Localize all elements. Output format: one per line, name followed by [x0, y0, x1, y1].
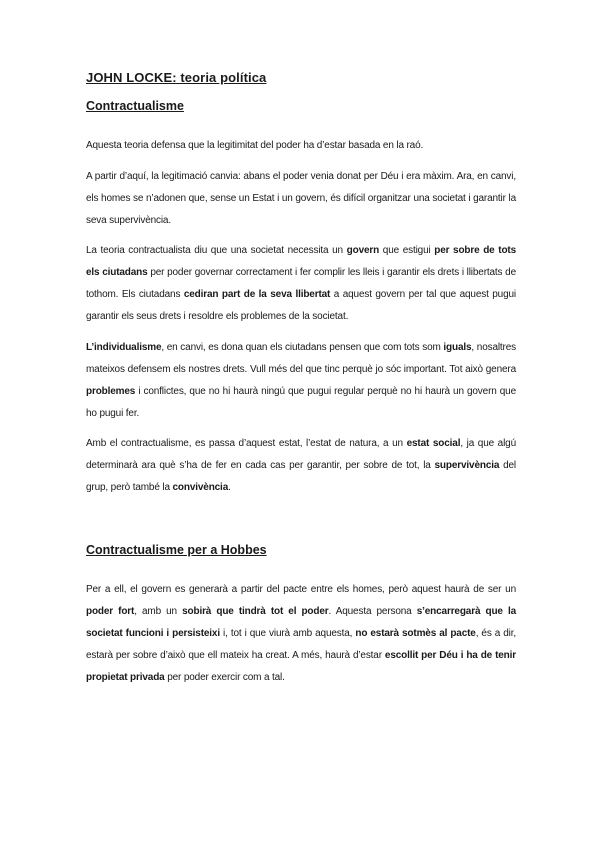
- bold-text: per sobre de tots els ciutadans: [86, 245, 516, 278]
- text-run: Amb el contractualisme, es passa d’aquest estat, l’estat de natura, a un: [86, 438, 407, 449]
- text-run: . Aquesta persona: [328, 606, 417, 617]
- text-run: , nosaltres mateixos defensem els nostres drets. Vull més del que tinc perquè jo sóc important. Tot això genera: [86, 341, 517, 375]
- text-run: i conflictes, que no hi haurà ningú que pugui regular perquè no hi haurà un govern que ho pugui fer.: [86, 385, 516, 419]
- bold-text: cediran part de la seva llibertat: [183, 289, 331, 300]
- text-run: Per a ell, el govern es generarà a partir del pacte entre els homes, però aquest haurà de ser un: [86, 584, 516, 595]
- bold-text: problemes: [86, 385, 136, 397]
- bold-text: iguals: [443, 341, 472, 353]
- paragraph: [86, 433, 516, 499]
- bold-text: s’encarregarà que la societat funcioni i persisteixi: [86, 606, 517, 639]
- text-run: a aquest govern per tal que aquest pugui garantir els seus drets i resoldre els problemes de la societat.: [86, 289, 516, 322]
- paragraph: [86, 166, 516, 232]
- paragraph: [86, 240, 516, 328]
- text-run: , ja que algú determinarà ara què s’ha de fer en cada cas per garantir, per sobre de tot, la: [86, 438, 516, 471]
- bold-text: no estarà sotmès al pacte: [355, 628, 476, 639]
- section-heading: Contractualisme: [86, 99, 184, 113]
- document-title: JOHN LOCKE: teoria política: [86, 70, 267, 85]
- text-run: Aquesta teoria defensa que la legitimitat del poder ha d’estar basada en la raó.: [86, 140, 424, 151]
- bold-text: sobirà que tindrà tot el poder: [182, 606, 329, 617]
- section-heading: Contractualisme per a Hobbes: [86, 543, 267, 557]
- bold-text: govern: [346, 245, 380, 256]
- bold-text: poder fort: [86, 606, 135, 617]
- text-run: .: [228, 482, 231, 493]
- paragraph: [86, 135, 516, 157]
- text-run: i, tot i que viurà amb aquesta,: [219, 628, 356, 639]
- bold-text: supervivència: [434, 460, 500, 471]
- paragraph: [86, 579, 516, 689]
- text-run: per poder governar correctament i fer complir les lleis i garantir els drets i llibertats de tothom. Els ciutadans: [86, 267, 516, 300]
- sections-container: [86, 99, 516, 689]
- bold-text: escollit per Déu i ha de tenir propietat privada: [86, 650, 516, 683]
- text-run: que estigui: [379, 245, 435, 256]
- text-run: del grup, però també la: [86, 460, 516, 493]
- bold-text: L’individualisme: [86, 341, 162, 353]
- text-run: , amb un: [134, 606, 183, 617]
- text-run: La teoria contractualista diu que una societat necessita un: [86, 245, 347, 256]
- text-run: per poder exercir com a tal.: [164, 672, 285, 683]
- bold-text: estat social: [406, 438, 461, 449]
- paragraph: [86, 337, 516, 425]
- text-run: A partir d’aquí, la legitimació canvia: abans el poder venia donat per Déu i era màxim. Ara, en canvi, els homes se n’adonen que, sense un Estat i un govern, és difícil organitzar una societat i garantir la seva supervivència.: [86, 170, 516, 226]
- document-content: [86, 70, 516, 698]
- bold-text: convivència: [172, 482, 229, 493]
- text-run: , és a dir, estarà per sobre d’això que ell mateix ha creat. A més, haurà d’estar: [86, 628, 516, 661]
- text-run: , en canvi, es dona quan els ciutadans pensen que com tots som: [161, 341, 444, 353]
